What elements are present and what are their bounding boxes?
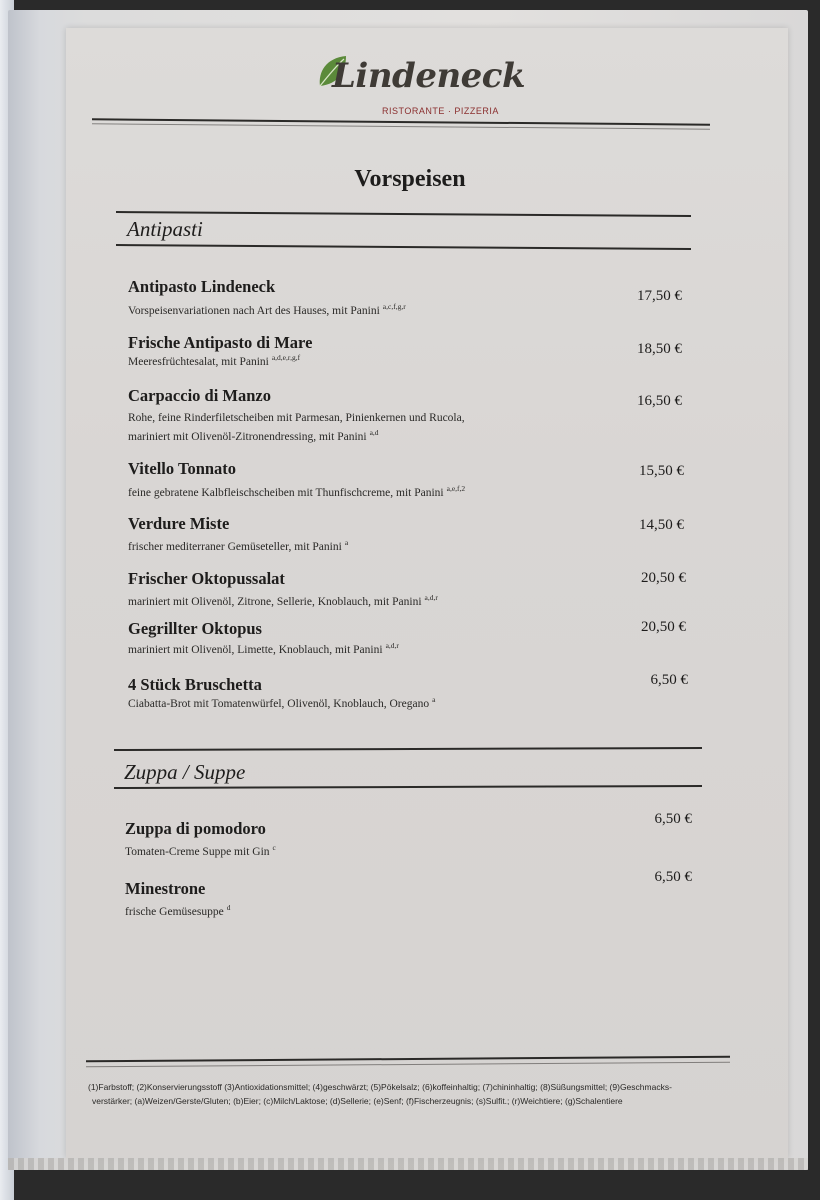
- allergen-codes: a,d,r: [385, 641, 399, 650]
- item-description: mariniert mit Olivenöl, Limette, Knoblauch, mit Panini $^{a,d,r}$: [128, 641, 399, 656]
- item-description: Rohe, feine Rinderfiletscheiben mit Parmesan, Pinienkernen und Rucola,: [128, 412, 465, 424]
- item-description: feine gebratene Kalbfleischscheiben mit Thunfischcreme, mit Panini $^{a,e,f,2}$: [128, 484, 466, 499]
- item-name: Zuppa di pomodoro: [125, 819, 266, 838]
- item-price: 20,50 €: [641, 570, 686, 586]
- item-name: Antipasto Lindeneck: [128, 277, 276, 296]
- item-description: frische Gemüsesuppe $^d$: [125, 903, 231, 918]
- item-description: mariniert mit Olivenöl, Zitrone, Sellerie, Knoblauch, mit Panini $^{a,d,r}$: [128, 593, 438, 608]
- section-title-antipasti: Antipasti: [127, 217, 203, 241]
- item-price: 17,50 €: [637, 288, 682, 304]
- item-price: 20,50 €: [641, 619, 686, 635]
- item-name: Vitello Tonnato: [128, 459, 237, 478]
- page-title: Vorspeisen: [354, 166, 466, 192]
- sleeve-edge: [8, 1158, 808, 1170]
- allergen-codes: a: [432, 695, 436, 704]
- allergen-codes: a,d,e,r,g,f: [271, 353, 301, 362]
- restaurant-logo: [312, 54, 526, 124]
- item-name: 4 Stück Bruschetta: [128, 675, 262, 694]
- allergen-codes: a,d,r: [424, 593, 438, 602]
- allergen-codes: a,e,f,2: [446, 484, 466, 493]
- item-name: Frischer Oktopussalat: [128, 569, 285, 588]
- item-description: frischer mediterraner Gemüseteller, mit Panini $^a$: [128, 538, 349, 553]
- section-title-suppe: Zuppa / Suppe: [124, 760, 246, 784]
- item-name: Minestrone: [125, 879, 206, 898]
- item-price: 6,50 €: [654, 811, 692, 827]
- item-description: Ciabatta-Brot mit Tomatenwürfel, Olivenöl, Knoblauch, Oregano $^a$: [128, 695, 436, 710]
- item-price: 18,50 €: [637, 341, 682, 357]
- allergen-legend: [88, 1080, 788, 1108]
- allergen-legend-line: (1)Farbstoff; (2)Konservierungsstoff (3)Antioxidationsmittel; (4)geschwärzt; (5)Pökelsalz; (6)koffeinhaltig; (7)chininhaltig; (8)Süßungsmittel; (9)Geschmacks-: [88, 1082, 672, 1092]
- item-name: Carpaccio di Manzo: [128, 386, 271, 405]
- item-description: Meeresfrüchtesalat, mit Panini $^{a,d,e,r,g,f}$: [128, 353, 301, 368]
- allergen-codes: c: [272, 843, 276, 852]
- item-price: 16,50 €: [637, 393, 682, 409]
- item-price: 14,50 €: [639, 517, 684, 533]
- logo-subtitle: RISTORANTE · PIZZERIA: [382, 106, 499, 116]
- item-price: 15,50 €: [639, 463, 684, 479]
- item-description: mariniert mit Olivenöl-Zitronendressing, mit Panini $^{a,d}$: [128, 428, 379, 443]
- item-name: Verdure Miste: [128, 514, 230, 533]
- allergen-codes: a,c,f,g,r: [382, 302, 406, 311]
- allergen-codes: d: [226, 903, 231, 912]
- item-description: Tomaten-Creme Suppe mit Gin $^c$: [125, 843, 276, 858]
- item-price: 6,50 €: [654, 869, 692, 885]
- item-price: 6,50 €: [650, 672, 688, 688]
- item-description: Vorspeisenvariationen nach Art des Hauses, mit Panini $^{a,c,f,g,r}$: [128, 302, 406, 317]
- allergen-codes: a: [344, 538, 349, 547]
- allergen-legend-line: verstärker; (a)Weizen/Gerste/Gluten; (b)Eier; (c)Milch/Laktose; (d)Sellerie; (e)Senf; (f)Fischerzeugnis; (s)Sulfit.; (r)Weichtiere; (g)Schalentiere: [92, 1096, 623, 1106]
- allergen-codes: a,d: [369, 428, 379, 437]
- item-name: Gegrillter Oktopus: [128, 619, 262, 638]
- logo-name: Lindeneck: [332, 56, 526, 96]
- item-name: Frische Antipasto di Mare: [128, 333, 313, 352]
